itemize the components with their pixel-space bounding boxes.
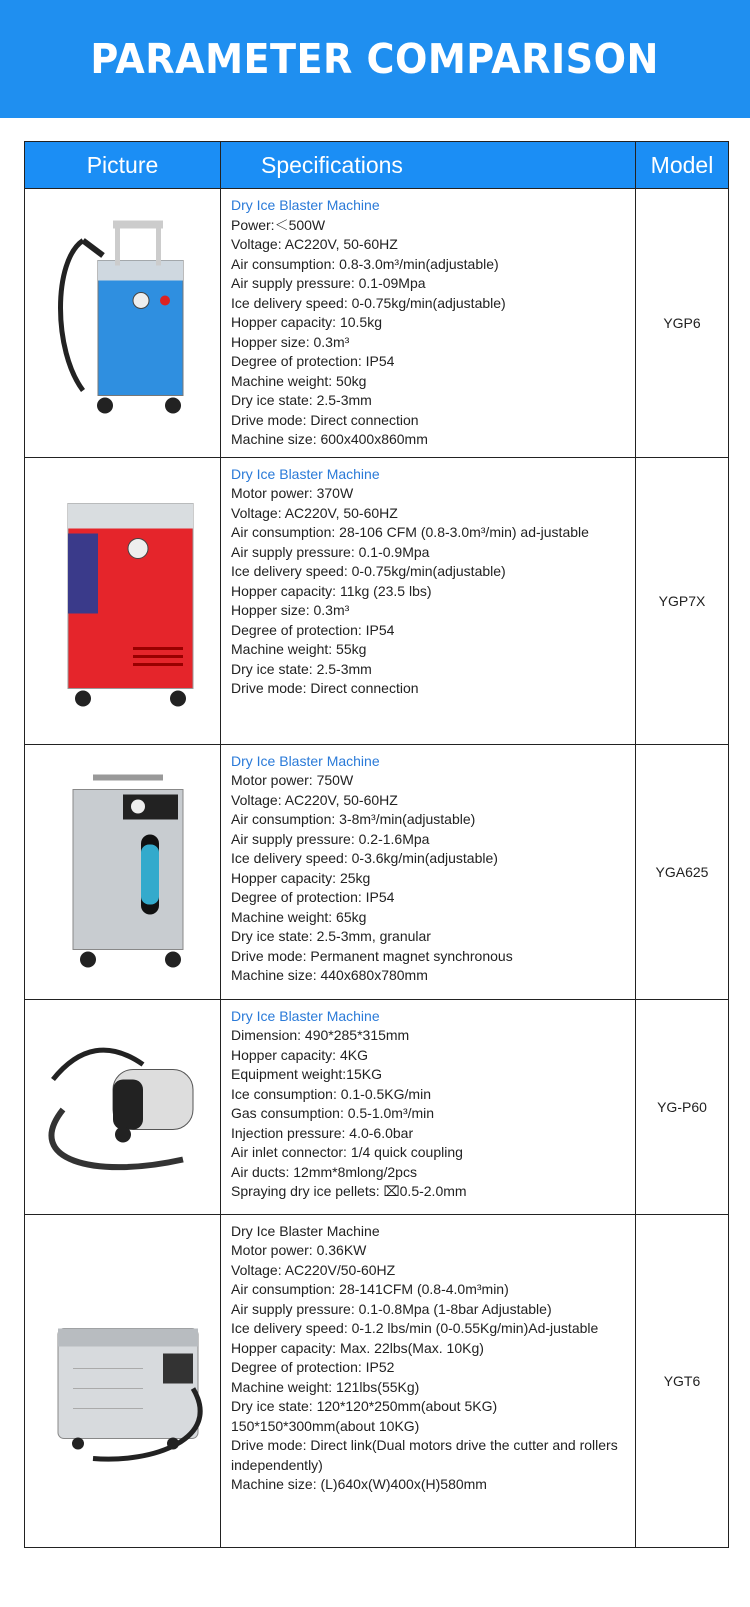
spec-line: Dry ice state: 120*120*250mm(about 5KG) 150*150*300mm(about 10KG) xyxy=(231,1398,498,1434)
spec-line: Degree of protection: IP54 xyxy=(231,621,395,638)
spec-line: Dry ice state: 2.5-3mm, granular xyxy=(231,928,431,944)
spec-line: Drive mode: Permanent magnet synchronous xyxy=(231,947,513,964)
product-picture-cell xyxy=(25,1214,221,1547)
header-picture: Picture xyxy=(25,142,221,189)
specifications-cell xyxy=(221,1214,636,1547)
model-cell: YGP7X xyxy=(636,457,729,744)
spec-line: Machine weight: 121lbs(55Kg) xyxy=(231,1378,420,1395)
spec-line: Injection pressure: 4.0-6.0bar xyxy=(231,1124,414,1141)
spec-line: Air inlet connector: 1/4 quick coupling xyxy=(231,1144,463,1160)
spec-line: Motor power: 0.36KW xyxy=(231,1242,367,1258)
table-row xyxy=(25,457,729,744)
product-picture-cell xyxy=(25,457,221,744)
spec-line: Air supply pressure: 0.1-09Mpa xyxy=(231,275,426,291)
spec-title: Dry Ice Blaster Machine xyxy=(231,752,380,769)
spec-title: Dry Ice Blaster Machine xyxy=(231,465,380,482)
spec-line: Degree of protection: IP54 xyxy=(231,889,395,905)
spec-line: Ice delivery speed: 0-1.2 lbs/min (0-0.55Kg/min)Ad-justable xyxy=(231,1320,599,1336)
spec-line: Air consumption: 3-8m³/min(adjustable) xyxy=(231,811,476,827)
spec-line: Hopper size: 0.3m³ xyxy=(231,333,350,350)
spec-line: Drive mode: Direct connection xyxy=(231,411,419,428)
spec-line: Hopper capacity: 11kg (23.5 lbs) xyxy=(231,582,432,599)
spec-line: Machine size: (L)640x(W)400x(H)580mm xyxy=(231,1476,487,1492)
spec-title: Dry Ice Blaster Machine xyxy=(231,197,380,213)
model-cell: YGA625 xyxy=(636,744,729,999)
product-image xyxy=(43,754,203,989)
spec-line: Air ducts: 12mm*8mlong/2pcs xyxy=(231,1163,417,1180)
spec-line: Machine weight: 65kg xyxy=(231,908,367,925)
spec-line: Ice delivery speed: 0-0.75kg/min(adjustable) xyxy=(231,563,506,579)
spec-line: Ice delivery speed: 0-0.75kg/min(adjustable) xyxy=(231,294,506,311)
header-model: Model xyxy=(636,142,729,189)
spec-line: Degree of protection: IP52 xyxy=(231,1359,395,1375)
header-specifications: Specifications xyxy=(221,142,636,189)
spec-line: Drive mode: Direct connection xyxy=(231,680,419,696)
spec-line: Motor power: 750W xyxy=(231,772,354,788)
spec-line: Hopper capacity: 4KG xyxy=(231,1046,368,1063)
spec-line: Air supply pressure: 0.1-0.9Mpa xyxy=(231,543,430,560)
table-row xyxy=(25,189,729,458)
spec-line: Machine weight: 55kg xyxy=(231,641,367,657)
product-picture-cell xyxy=(25,999,221,1214)
spec-line: Hopper capacity: 25kg xyxy=(231,869,371,886)
spec-line: Air consumption: 0.8-3.0m³/min(adjustable) xyxy=(231,255,499,272)
comparison-table xyxy=(24,141,729,1548)
spec-line: Hopper capacity: Max. 22lbs(Max. 10Kg) xyxy=(231,1339,484,1356)
spec-line: Air supply pressure: 0.2-1.6Mpa xyxy=(231,830,430,847)
spec-line: Air supply pressure: 0.1-0.8Mpa (1-8bar Adjustable) xyxy=(231,1300,552,1317)
spec-line: Machine size: 600x400x860mm xyxy=(231,431,428,447)
spec-line: Ice delivery speed: 0-3.6kg/min(adjustable) xyxy=(231,850,498,866)
specifications-cell xyxy=(221,999,636,1214)
product-picture-cell xyxy=(25,744,221,999)
product-image xyxy=(43,473,203,728)
spec-line: Ice consumption: 0.1-0.5KG/min xyxy=(231,1085,431,1102)
table-row xyxy=(25,744,729,999)
spec-title: Dry Ice Blaster Machine xyxy=(231,1007,380,1024)
spec-line: Degree of protection: IP54 xyxy=(231,353,395,369)
specifications-cell xyxy=(221,457,636,744)
table-header xyxy=(25,142,729,189)
model-cell: YGT6 xyxy=(636,1214,729,1547)
spec-line: Motor power: 370W xyxy=(231,485,354,501)
product-image xyxy=(43,200,203,445)
spec-line: Voltage: AC220V, 50-60HZ xyxy=(231,236,398,252)
spec-line: Air consumption: 28-106 CFM (0.8-3.0m³/min) ad-justable xyxy=(231,524,589,540)
spec-line: Drive mode: Direct link(Dual motors drive the cutter and rollers independently) xyxy=(231,1437,618,1473)
spec-line: Voltage: AC220V/50-60HZ xyxy=(231,1261,396,1278)
spec-line: Hopper capacity: 10.5kg xyxy=(231,314,382,330)
specifications-cell xyxy=(221,189,636,458)
spec-line: Equipment weight:15KG xyxy=(231,1066,382,1082)
table-row xyxy=(25,999,729,1214)
spec-line: Gas consumption: 0.5-1.0m³/min xyxy=(231,1105,435,1121)
spec-line: Spraying dry ice pellets: ⌧0.5-2.0mm xyxy=(231,1183,467,1199)
spec-line: Machine weight: 50kg xyxy=(231,372,367,389)
product-image xyxy=(33,1278,213,1483)
spec-line: Dry ice state: 2.5-3mm xyxy=(231,660,372,677)
spec-line: Voltage: AC220V, 50-60HZ xyxy=(231,791,398,808)
spec-line: Hopper size: 0.3m³ xyxy=(231,602,350,618)
spec-title: Dry Ice Blaster Machine xyxy=(231,1222,380,1239)
page-title: PARAMETER COMPARISON xyxy=(90,35,660,83)
spec-line: Air consumption: 28-141CFM (0.8-4.0m³min) xyxy=(231,1281,509,1297)
spec-line: Power:＜500W xyxy=(231,216,326,233)
model-cell: YGP6 xyxy=(636,189,729,458)
product-image xyxy=(33,1009,213,1204)
spec-line: Machine size: 440x680x780mm xyxy=(231,967,428,983)
product-picture-cell xyxy=(25,189,221,458)
model-cell: YG-P60 xyxy=(636,999,729,1214)
table-row xyxy=(25,1214,729,1547)
title-banner xyxy=(0,0,750,118)
spec-line: Dimension: 490*285*315mm xyxy=(231,1027,410,1043)
spec-line: Voltage: AC220V, 50-60HZ xyxy=(231,504,398,521)
spec-line: Dry ice state: 2.5-3mm xyxy=(231,392,372,408)
specifications-cell xyxy=(221,744,636,999)
